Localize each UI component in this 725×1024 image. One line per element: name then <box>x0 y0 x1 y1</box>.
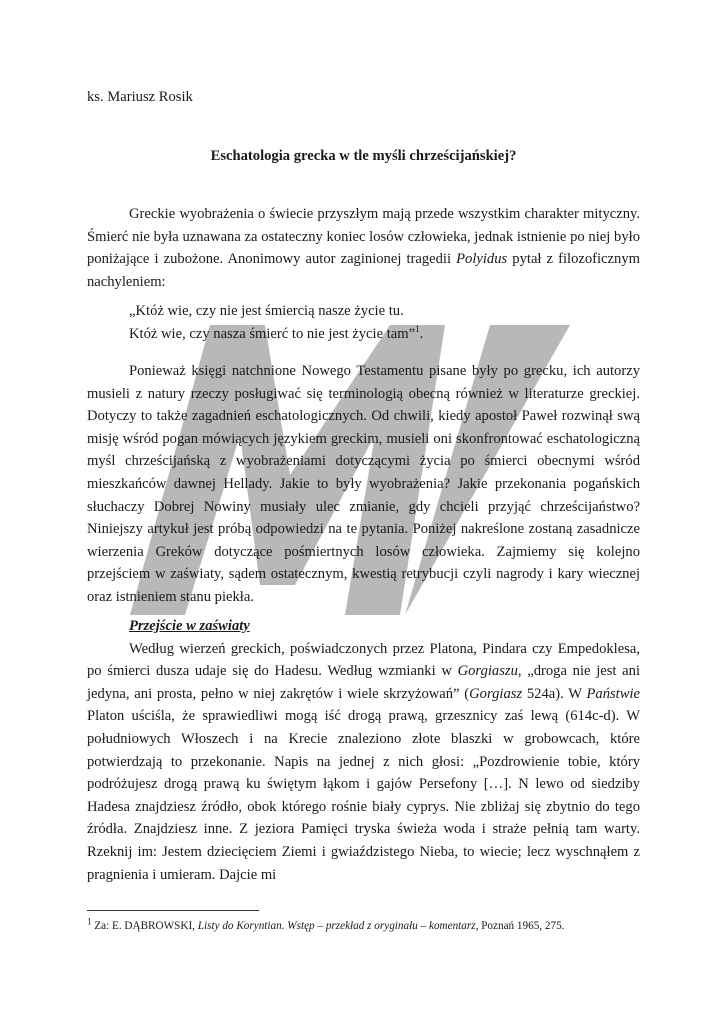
author-line: ks. Mariusz Rosik <box>87 89 193 105</box>
section-text <box>87 638 640 887</box>
footnote-reference[interactable]: 1 <box>415 323 420 334</box>
article-title: Eschatologia grecka w tle myśli chrześcijańskiej? <box>210 148 517 164</box>
polyidus-title: Polyidus <box>456 251 508 268</box>
republic-title: Państwie <box>586 685 640 702</box>
footnote-book-title: Listy do Koryntian. Wstęp – przekład z oryginału – komentarz <box>197 920 476 932</box>
section-text-4: Platon uściśla, że sprawiedliwi mogą iść drogą prawą, grzesznicy zaś lewą (614c-d). W południowych Włoszech i na Krecie znaleziono złote blaszki w grobowcach, które potwierdzają to przekonanie. Napis na jednej z nich głosi: „Pozdrowienie tobie, który podróżujesz drogą prawą ku świętym łąkom i gajów Persefony […]. N lewo od siedziby Hadesa znajdziesz źródło, obok którego rośnie biały cyprys. Nie zbliżaj się zbytnio do tego źródła. Znajdziesz inne. Z jeziora Pamięci tryska świeża woda i straże pełnią tam warty. Rzeknij im: Jestem dziecięciem Ziemi i gwiaździstego Nieba, to wiecie; lecz wyschnąłem z pragnienia i umieram. Dajcie mi <box>87 708 640 883</box>
section-heading: Przejście w zaświaty <box>129 618 250 634</box>
intro-text-a: Greckie wyobrażenia o świecie przyszłym mają przede wszystkim charakter mityczny. Śmierć nie była uznawana za ostateczny koniec losów człowieka, jednak istnienie po niej było poniżające i zubożone. Anonimowy autor zaginionej tragedii <box>87 206 640 268</box>
quote-line-1: „Któż wie, czy nie jest śmiercią nasze życie tu. <box>129 303 404 319</box>
footnote-text-b: , Poznań 1965, 275. <box>475 920 565 932</box>
gorgias-title-2: Gorgiasz <box>469 685 523 702</box>
section-text-2: , „droga nie jest ani jedyna, ani prosta, pełno w niej zakrętów i wiele skrzyżowań” ( <box>87 663 641 702</box>
section-text-1: Według wierzeń greckich, poświadczonych przez Platona, Pindara czy Empedoklesa, po śmierci dusza udaje się do Hadesu. Według wzmianki w <box>87 640 640 680</box>
footnote-number: 1 <box>87 916 92 927</box>
quote-line-2-text: Któż wie, czy nasza śmierć to nie jest życie tam” <box>129 325 416 342</box>
intro-paragraph <box>87 203 640 293</box>
context-text: Ponieważ księgi natchnione Nowego Testamentu pisane były po grecku, ich autorzy musieli z natury rzeczy posługiwać się terminologią obecną również w literaturze greckiej. Dotyczy to także zagadnień eschatologicznych. Od chwili, kiedy apostoł Paweł rozwinął swą misję wśród pogan mówiących językiem greckim, musieli oni skonfrontować eschatologiczną myśl chrześcijańską z wyobrażeniami dotyczącymi życia po śmierci obecnymi wśród mieszkańców dawnej Hellady. Jakie to były wyobrażenia? Jakie przekonania pogańskich słuchaczy Dobrej Nowiny musiały ulec zmianie, gdy chcieli przyjąć chrześcijaństwo? Niniejszy artykuł jest próbą odpowiedzi na te pytania. Poniżej nakreślone zostaną zasadnicze wierzenia Greków dotyczące pośmiertnych losów człowieka. Zajmiemy się kolejno przejściem w zaświaty, sądem ostatecznym, kwestią retrybucji czyli nagrody i kary wiecznej oraz istnieniem stanu piekła. <box>87 363 640 605</box>
section-afterlife <box>87 615 640 886</box>
section-text-3: 524a). W <box>522 685 587 702</box>
quote-line-2 <box>129 323 640 346</box>
quote-line-2-end: . <box>419 325 424 342</box>
intro-text-b: pytał z filozoficznym nachyleniem: <box>87 251 640 290</box>
context-paragraph <box>87 360 640 609</box>
quote-block <box>129 300 640 345</box>
footnote-text-a: Za: E. DĄBROWSKI, <box>91 920 198 932</box>
gorgias-title-1: Gorgiaszu <box>457 663 518 680</box>
footnote-separator <box>87 910 259 911</box>
footnote-1 <box>87 918 640 934</box>
